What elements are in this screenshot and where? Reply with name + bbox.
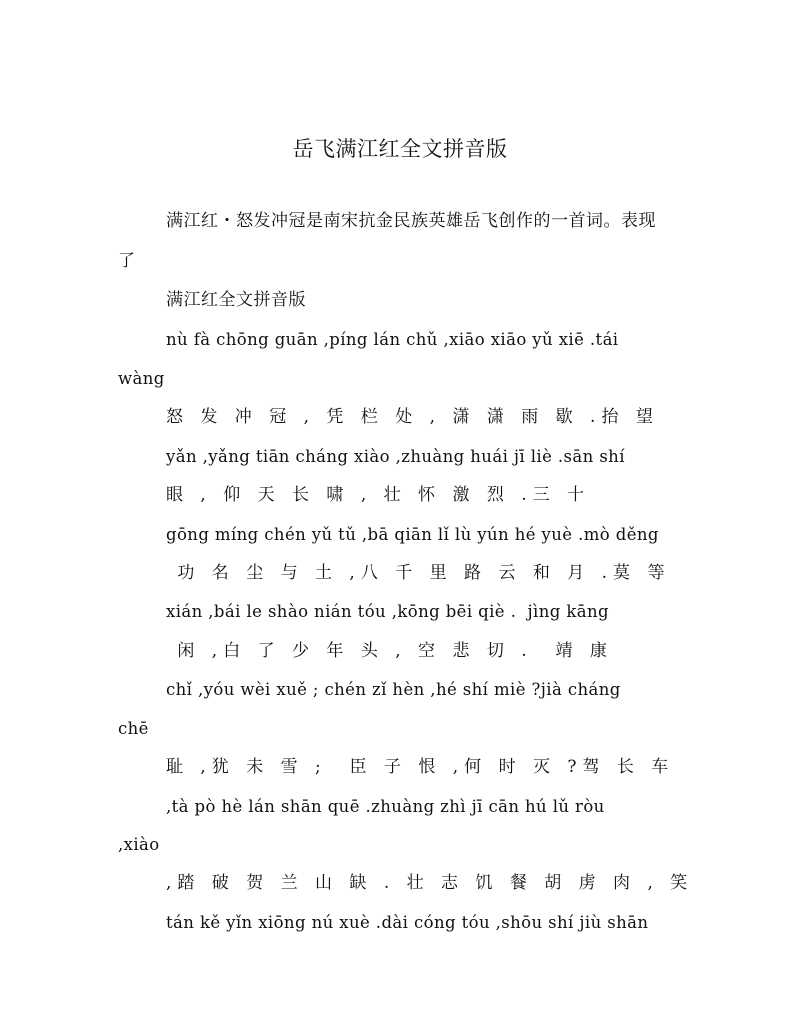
pinyin-line: nù fà chōng guān ,píng lán chǔ ,xiāo xiāo yǔ xiē .tái — [166, 330, 619, 349]
hanzi-line: 闲 ,白 了 少 年 头 , 空 悲 切 . 靖 康 — [166, 641, 613, 661]
pinyin-line: gōng míng chén yǔ tǔ ,bā qiān lǐ lù yún hé yuè .mò děng — [166, 525, 659, 544]
pinyin-line: xián ,bái le shào nián tóu ,kōng bēi qiè . jìng kāng — [166, 602, 609, 621]
pinyin-line: yǎn ,yǎng tiān cháng xiào ,zhuàng huái jī liè .sān shí — [166, 447, 625, 466]
hanzi-line: 眼 , 仰 天 长 啸 , 壮 怀 激 烈 .三 十 — [166, 485, 591, 505]
intro-line: 满江红・怒发冲冠是南宋抗金民族英雄岳飞创作的一首词。表现 — [166, 211, 656, 231]
hanzi-line: 功 名 尘 与 土 ,八 千 里 路 云 和 月 .莫 等 — [166, 563, 671, 583]
intro-line-wrap: 了 — [118, 251, 136, 271]
hanzi-line: ,踏 破 贺 兰 山 缺 . 壮 志 饥 餐 胡 虏 肉 , 笑 — [166, 873, 694, 893]
document-title: 岳飞满江红全文拼音版 — [292, 137, 508, 161]
pinyin-line-wrap: chē — [118, 719, 149, 738]
pinyin-line: ,tà pò hè lán shān quē .zhuàng zhì jī cān hú lǔ ròu — [166, 797, 605, 816]
hanzi-line: 怒 发 冲 冠 , 凭 栏 处 , 潇 潇 雨 歇 .抬 望 — [166, 407, 659, 427]
section-heading: 满江红全文拼音版 — [166, 290, 306, 310]
pinyin-line-wrap: ,xiào — [118, 835, 160, 854]
pinyin-line: chǐ ,yóu wèi xuě ; chén zǐ hèn ,hé shí miè ?jià cháng — [166, 680, 621, 699]
pinyin-line: tán kě yǐn xiōng nú xuè .dài cóng tóu ,shōu shí jiù shān — [166, 913, 649, 932]
pinyin-line-wrap: wàng — [118, 369, 165, 388]
hanzi-line: 耻 ,犹 未 雪 ; 臣 子 恨 ,何 时 灭 ?驾 长 车 — [166, 757, 675, 777]
